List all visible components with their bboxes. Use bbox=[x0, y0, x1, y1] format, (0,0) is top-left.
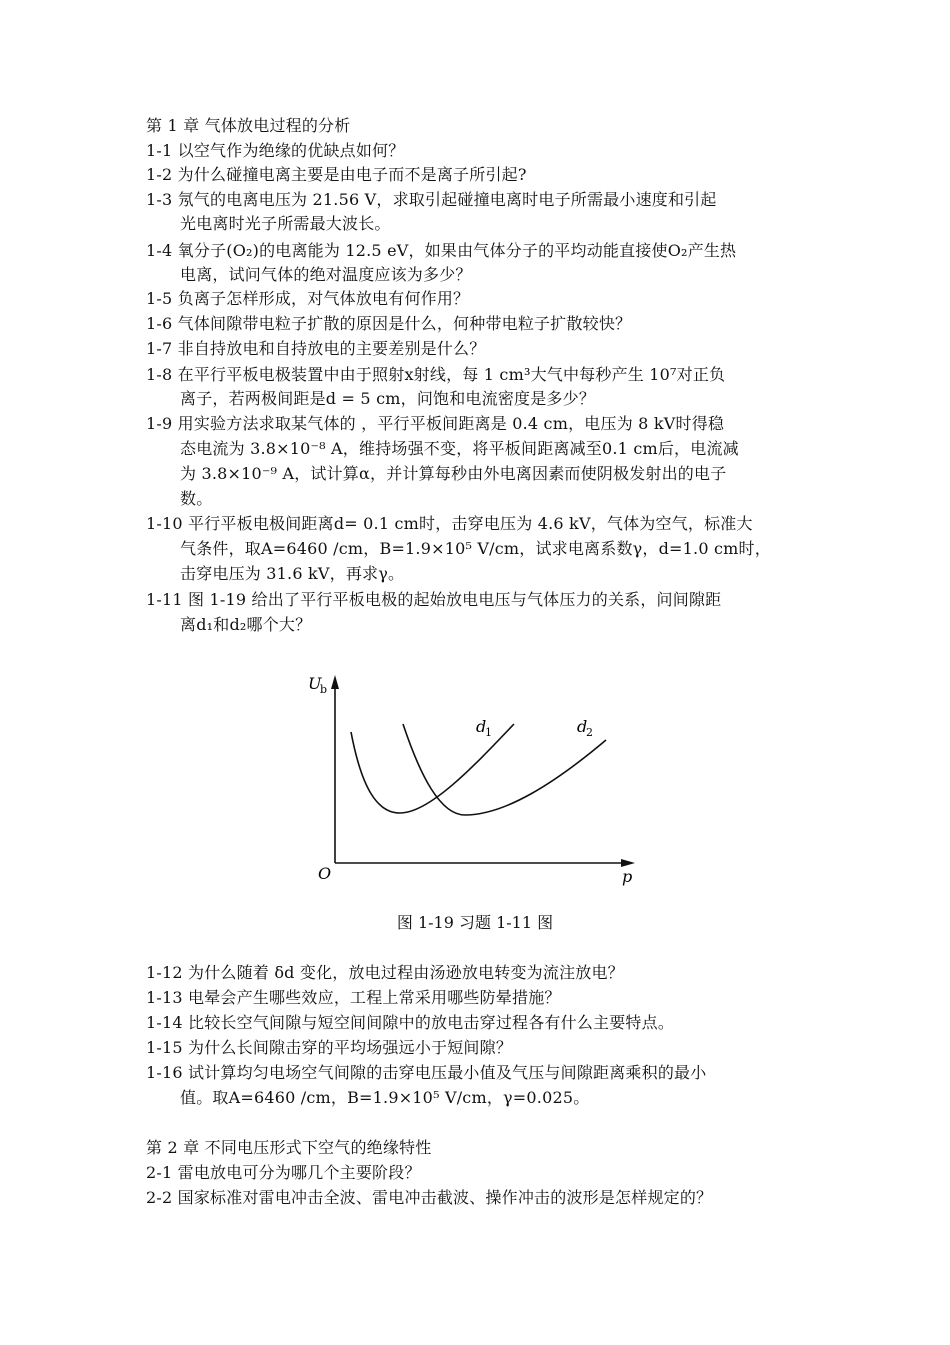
question-1-10: 1-10 平行平板电极间距离d= 0.1 cm时，击穿电压为 4.6 kV，气体为空气，标准大 bbox=[146, 514, 753, 533]
question-1-8-cont: 离子，若两极间距是d = 5 cm，问饱和电流密度是多少？ bbox=[180, 389, 596, 408]
question-1-6: 1-6 气体间隙带电粒子扩散的原因是什么，何种带电粒子扩散较快？ bbox=[146, 314, 632, 333]
question-1-4: 1-4 氧分子(O₂)的电离能为 12.5 eV，如果由气体分子的平均动能直接使O₂产生热 bbox=[146, 241, 737, 260]
curve-d2 bbox=[403, 724, 606, 815]
curve-d2-label: d bbox=[577, 717, 588, 736]
question-1-9-cont1: 态电流为 3.8×10⁻⁸ A，维持场强不变，将平板间距离减至0.1 cm后，电流减 bbox=[180, 439, 739, 458]
question-1-10-cont1: 气条件，取A=6460 /cm，B=1.9×10⁵ V/cm，试求电离系数γ，d=1.0 cm时， bbox=[180, 539, 771, 558]
question-1-4-cont: 电离，试问气体的绝对温度应该为多少？ bbox=[180, 265, 472, 284]
question-1-2: 1-2 为什么碰撞电离主要是由电子而不是离子所引起? bbox=[146, 165, 527, 184]
x-axis-label: p bbox=[622, 867, 633, 886]
question-1-15: 1-15 为什么长间隙击穿的平均场强远小于短间隙？ bbox=[146, 1038, 513, 1057]
question-1-16-cont: 值。取A=6460 /cm，B=1.9×10⁵ V/cm，γ=0.025。 bbox=[180, 1088, 590, 1107]
question-1-9-cont3: 数。 bbox=[180, 489, 213, 508]
question-1-5: 1-5 负离子怎样形成，对气体放电有何作用？ bbox=[146, 289, 470, 308]
question-1-9-cont2: 为 3.8×10⁻⁹ A，试计算α，并计算每秒由外电离因素而使阴极发射出的电子 bbox=[180, 464, 727, 483]
question-1-16: 1-16 试计算均匀电场空气间隙的击穿电压最小值及气压与间隙距离乘积的最小 bbox=[146, 1063, 707, 1082]
question-2-2: 2-2 国家标准对雷电冲击全波、雷电冲击截波、操作冲击的波形是怎样规定的？ bbox=[146, 1188, 713, 1207]
curve-d2-subscript: 2 bbox=[586, 726, 593, 739]
figure-caption: 图 1-19 习题 1-11 图 bbox=[396, 913, 554, 932]
question-1-3-cont: 光电离时光子所需最大波长。 bbox=[180, 214, 391, 233]
figure-svg bbox=[300, 665, 650, 890]
chapter-2-title: 第 2 章 不同电压形式下空气的绝缘特性 bbox=[146, 1138, 432, 1157]
question-1-10-cont2: 击穿电压为 31.6 kV，再求γ。 bbox=[180, 564, 405, 583]
question-1-3: 1-3 氖气的电离电压为 21.56 V，求取引起碰撞电离时电子所需最小速度和引起 bbox=[146, 190, 717, 209]
question-1-9: 1-9 用实验方法求取某气体的 ，平行平板间距离是 0.4 cm，电压为 8 kV时得稳 bbox=[146, 414, 725, 433]
question-1-7: 1-7 非自持放电和自持放电的主要差别是什么？ bbox=[146, 339, 486, 358]
y-axis-subscript: b bbox=[320, 683, 328, 696]
question-2-1: 2-1 雷电放电可分为哪几个主要阶段？ bbox=[146, 1163, 421, 1182]
y-axis-arrow-icon bbox=[331, 675, 339, 689]
question-1-1: 1-1 以空气作为绝缘的优缺点如何？ bbox=[146, 141, 405, 160]
question-1-13: 1-13 电晕会产生哪些效应，工程上常采用哪些防晕措施？ bbox=[146, 988, 561, 1007]
figure-1-19 bbox=[300, 665, 650, 890]
question-1-11: 1-11 图 1-19 给出了平行平板电极的起始放电电压与气体压力的关系，问间隙距 bbox=[146, 590, 722, 609]
y-axis-label: U bbox=[308, 674, 322, 693]
chapter-1-title: 第 1 章 气体放电过程的分析 bbox=[146, 116, 351, 135]
x-axis-arrow-icon bbox=[621, 859, 635, 867]
question-1-14: 1-14 比较长空气间隙与短空间间隙中的放电击穿过程各有什么主要特点。 bbox=[146, 1013, 675, 1032]
question-1-11-cont: 离d₁和d₂哪个大？ bbox=[180, 615, 312, 634]
curve-d1-label: d bbox=[476, 717, 487, 736]
curve-d1-subscript: 1 bbox=[485, 726, 492, 739]
origin-label: O bbox=[318, 864, 332, 883]
question-1-8: 1-8 在平行平板电极装置中由于照射x射线，每 1 cm³大气中每秒产生 10⁷对正负 bbox=[146, 365, 726, 384]
question-1-12: 1-12 为什么随着 δd 变化，放电过程由汤逊放电转变为流注放电？ bbox=[146, 963, 624, 982]
